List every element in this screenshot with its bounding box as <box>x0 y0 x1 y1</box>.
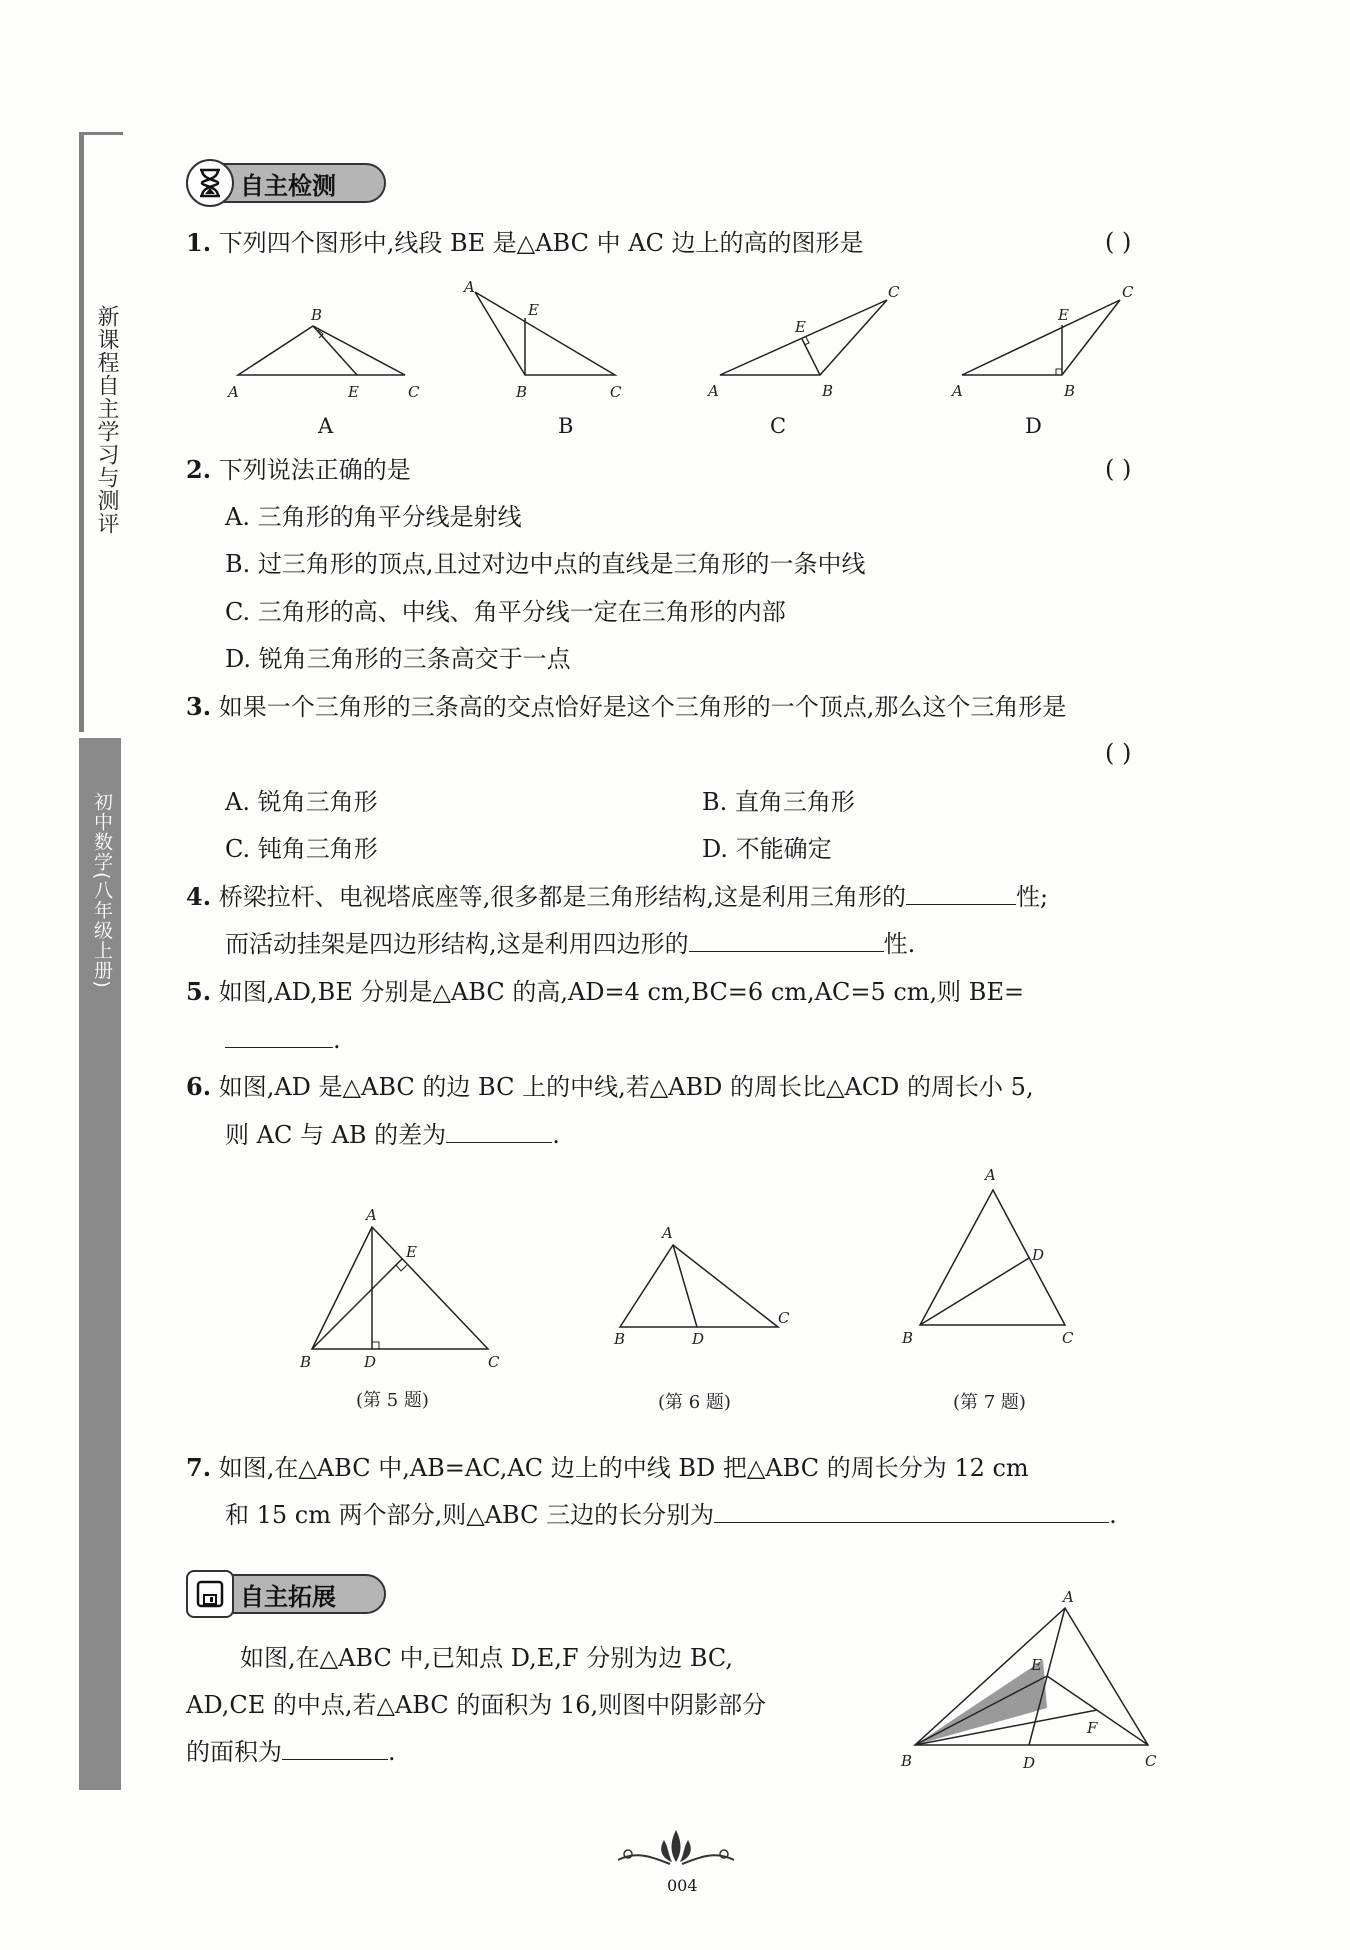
q5-q7-figures <box>290 1165 1090 1380</box>
hourglass-icon <box>186 159 234 207</box>
svg-text:E: E <box>1058 306 1069 324</box>
question-4-line-2: 而活动挂架是四边形结构,这是利用四边形的 性. <box>225 930 916 958</box>
figure-caption-q5: (第 5 题) <box>356 1390 429 1411</box>
svg-text:C: C <box>488 1353 500 1371</box>
grade-label: 初中数学(八年级上册) <box>91 792 113 989</box>
svg-text:A: A <box>1063 1590 1074 1606</box>
question-4-line-1: 4. 桥梁拉杆、电视塔底座等,很多都是三角形结构,这是利用三角形的 性; <box>186 882 1049 911</box>
svg-text:C: C <box>888 283 900 301</box>
svg-text:B: B <box>1064 382 1076 400</box>
figure-caption-q6: (第 6 题) <box>658 1392 731 1413</box>
svg-text:B: B <box>901 1752 913 1770</box>
answer-bracket: ( ) <box>1105 739 1132 767</box>
question-5: 5. 如图,AD,BE 分别是△ABC 的高,AD=4 cm,BC=6 cm,AC=5 cm,则 BE= <box>186 977 1025 1006</box>
question-7-line-2: 和 15 cm 两个部分,则△ABC 三边的长分别为 . <box>225 1501 1117 1529</box>
question-6-line-2: 则 AC 与 AB 的差为 . <box>225 1121 560 1149</box>
question-3: 3. 如果一个三角形的三条高的交点恰好是这个三角形的一个顶点,那么这个三角形是 <box>186 692 1067 721</box>
svg-text:E: E <box>528 301 539 319</box>
svg-text:A: A <box>952 382 963 400</box>
svg-text:B: B <box>516 383 528 401</box>
answer-bracket: ( ) <box>1105 455 1132 483</box>
svg-text:E: E <box>406 1243 417 1261</box>
figure-label-d: D <box>1025 414 1042 438</box>
figure-c <box>706 283 900 400</box>
q2-option-d: D. 锐角三角形的三条高交于一点 <box>225 645 571 673</box>
q3-option-b: B. 直角三角形 <box>702 788 855 816</box>
svg-text:B: B <box>614 1330 626 1348</box>
svg-text:E: E <box>1031 1656 1042 1674</box>
figure-label-a: A <box>318 414 334 438</box>
q3-option-a: A. 锐角三角形 <box>225 788 378 816</box>
question-2: 2. 下列说法正确的是 <box>186 455 411 484</box>
svg-text:B: B <box>902 1329 914 1347</box>
extension-figure <box>895 1590 1185 1775</box>
figure-a <box>226 306 420 401</box>
extension-line-3: 的面积为 . <box>186 1738 396 1766</box>
q2-option-a: A. 三角形的角平分线是射线 <box>225 503 522 531</box>
svg-text:E: E <box>348 383 359 401</box>
svg-text:C: C <box>778 1309 790 1327</box>
answer-blank[interactable] <box>689 929 884 952</box>
svg-text:D: D <box>1032 1246 1045 1264</box>
svg-text:B: B <box>311 306 323 324</box>
question-1: 1. 下列四个图形中,线段 BE 是△ABC 中 AC 边上的高的图形是 <box>186 228 864 257</box>
svg-text:F: F <box>1087 1719 1098 1737</box>
sidebar-top-rule <box>79 132 84 732</box>
question-6-line-1: 6. 如图,AD 是△ABC 的边 BC 上的中线,若△ABD 的周长比△ACD 的周长小 5, <box>186 1072 1034 1101</box>
section-title: 自主拓展 <box>240 1582 336 1611</box>
q3-option-c: C. 钝角三角形 <box>225 835 378 863</box>
figure-caption-q7: (第 7 题) <box>953 1392 1026 1413</box>
answer-blank[interactable] <box>446 1120 552 1143</box>
figure-q7 <box>901 1166 1074 1347</box>
q1-figures <box>210 270 1210 410</box>
svg-text:D: D <box>1023 1754 1036 1772</box>
q2-option-c: C. 三角形的高、中线、角平分线一定在三角形的内部 <box>225 598 786 626</box>
floppy-disk-icon <box>186 1570 234 1618</box>
svg-text:C: C <box>1062 1329 1074 1347</box>
svg-text:A: A <box>464 278 475 296</box>
svg-text:C: C <box>1145 1752 1157 1770</box>
svg-text:D: D <box>364 1353 377 1371</box>
book-title: 新课程自主学习与测评 <box>94 305 119 535</box>
q2-option-b: B. 过三角形的顶点,且过对边中点的直线是三角形的一条中线 <box>225 550 866 578</box>
svg-text:D: D <box>692 1330 705 1348</box>
sidebar-cap <box>79 132 123 135</box>
answer-blank[interactable] <box>906 882 1016 905</box>
section-header-check <box>186 163 386 203</box>
answer-blank[interactable] <box>714 1500 1109 1523</box>
answer-blank[interactable] <box>225 1025 333 1048</box>
section-header-extend <box>186 1574 386 1614</box>
extension-line-1: 如图,在△ABC 中,已知点 D,E,F 分别为边 BC, <box>240 1644 734 1672</box>
question-7-line-1: 7. 如图,在△ABC 中,AB=AC,AC 边上的中线 BD 把△ABC 的周长分为 12 cm <box>186 1453 1029 1482</box>
figure-d <box>950 283 1134 400</box>
figure-q6 <box>613 1224 790 1348</box>
section-title: 自主检测 <box>240 171 336 200</box>
svg-text:B: B <box>822 382 834 400</box>
svg-text:E: E <box>795 318 806 336</box>
answer-blank[interactable] <box>282 1737 388 1760</box>
svg-text:C: C <box>408 383 420 401</box>
q3-option-d: D. 不能确定 <box>702 835 832 863</box>
decorative-flourish-icon <box>608 1822 744 1872</box>
svg-text:A: A <box>228 383 239 401</box>
figure-q5 <box>299 1206 500 1371</box>
svg-text:C: C <box>1122 283 1134 301</box>
answer-bracket: ( ) <box>1105 228 1132 256</box>
figure-label-c: C <box>770 414 787 438</box>
question-5-line-2: . <box>225 1025 341 1055</box>
figure-b <box>462 278 622 401</box>
svg-text:A: A <box>366 1206 377 1224</box>
page-number: 004 <box>667 1876 698 1895</box>
svg-text:A: A <box>985 1166 996 1184</box>
extension-line-2: AD,CE 的中点,若△ABC 的面积为 16,则图中阴影部分 <box>186 1691 767 1719</box>
svg-text:A: A <box>662 1224 673 1242</box>
svg-text:A: A <box>708 382 719 400</box>
svg-text:C: C <box>610 383 622 401</box>
figure-label-b: B <box>558 414 574 438</box>
svg-text:B: B <box>300 1353 312 1371</box>
